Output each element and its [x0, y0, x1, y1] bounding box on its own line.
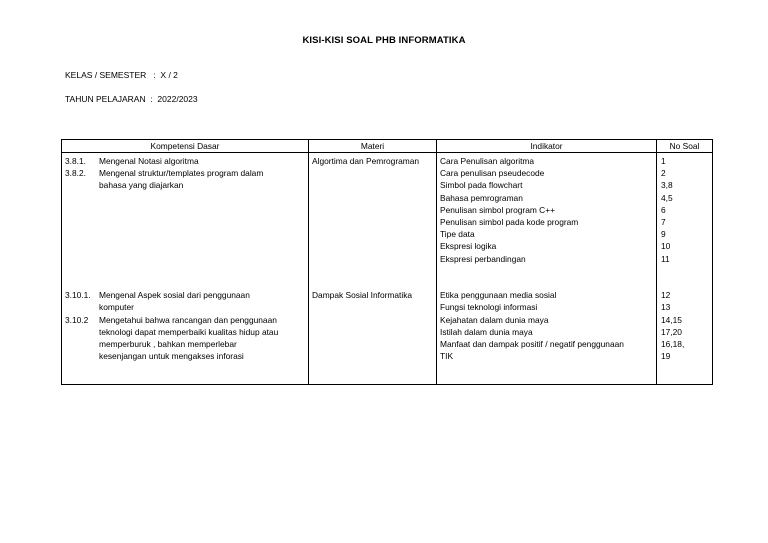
kd-item — [65, 155, 305, 167]
kompetensi-dasar-cell — [62, 153, 309, 385]
kd-text: Mengenal Aspek sosial dari penggunaan — [99, 290, 250, 301]
no-soal-item: 17,20 — [661, 326, 682, 337]
indikator-item: Istilah dalam dunia maya — [440, 326, 533, 337]
no-soal-item: 19 — [661, 351, 671, 362]
indikator-item: Cara Penulisan algoritma — [440, 156, 535, 166]
no-soal-item: 1 — [661, 156, 666, 166]
kd-item — [65, 289, 305, 313]
indikator-item: Kejahatan dalam dunia maya — [440, 314, 549, 325]
indikator-item: Bahasa pemrograman — [440, 192, 523, 203]
no-soal-item: 9 — [661, 229, 666, 240]
no-soal-item: 11 — [661, 253, 670, 264]
no-soal-item: 10 — [661, 241, 671, 252]
kd-text: Mengetahui bahwa rancangan dan penggunaan — [99, 314, 277, 325]
header-indikator: Indikator — [437, 140, 657, 153]
tahun-pelajaran-value: : 2022/2023 — [150, 94, 198, 104]
header-kompetensi-dasar: Kompetensi Dasar — [62, 140, 309, 153]
kd-text: bahasa yang diajarkan — [99, 180, 184, 191]
materi-text: Dampak Sosial Informatika — [312, 290, 413, 301]
no-soal-item: 6 — [661, 204, 666, 215]
indikator-item: Ekspresi perbandingan — [440, 253, 526, 264]
kd-number: 3.10.1. — [65, 290, 91, 301]
kd-text: kesenjangan untuk mengakses inforasi — [99, 351, 244, 362]
no-soal-cell — [657, 153, 713, 385]
indikator-item: Manfaat dan dampak positif / negatif penggunaan — [440, 339, 624, 350]
indikator-item: TIK — [440, 351, 454, 362]
kisi-kisi-table — [61, 139, 713, 385]
materi-text: Algortima dan Pemrograman — [312, 156, 420, 166]
document-title: KISI-KISI SOAL PHB INFORMATIKA — [302, 35, 466, 46]
no-soal-item: 7 — [661, 217, 666, 228]
kd-text: komputer — [99, 302, 134, 313]
no-soal-item: 3,8 — [661, 180, 673, 191]
no-soal-item: 2 — [661, 168, 666, 179]
no-soal-item: 13 — [661, 302, 671, 313]
no-soal-item: 12 — [661, 290, 671, 301]
indikator-item: Tipe data — [440, 229, 475, 240]
header-materi: Materi — [309, 140, 437, 153]
indikator-cell — [437, 153, 657, 385]
kd-text: Mengenal Notasi algoritma — [99, 156, 199, 166]
kelas-semester-value: : X / 2 — [153, 70, 178, 80]
kd-number: 3.8.2. — [65, 168, 86, 179]
no-soal-item: 14,15 — [661, 314, 682, 325]
indikator-item: Fungsi teknologi informasi — [440, 302, 538, 313]
kd-item — [65, 314, 305, 363]
kd-number: 3.10.2 — [65, 314, 89, 325]
materi-cell — [309, 153, 437, 385]
tahun-pelajaran-label: TAHUN PELAJARAN — [65, 94, 146, 104]
header-no-soal: No Soal — [657, 140, 713, 153]
kelas-semester-line — [65, 70, 178, 80]
indikator-item: Simbol pada flowchart — [440, 180, 523, 191]
indikator-item: Penulisan simbol program C++ — [440, 204, 555, 215]
kd-number: 3.8.1. — [65, 156, 86, 166]
indikator-item: Cara penulisan pseudecode — [440, 168, 545, 179]
indikator-item: Etika penggunaan media sosial — [440, 290, 557, 301]
no-soal-item: 4,5 — [661, 192, 673, 203]
kelas-semester-label: KELAS / SEMESTER — [65, 70, 147, 80]
indikator-item: Ekspresi logika — [440, 241, 497, 252]
kd-text: memperburuk , bahkan memperlebar — [99, 338, 237, 349]
indikator-item: Penulisan simbol pada kode program — [440, 217, 579, 228]
table-header-row — [62, 140, 713, 153]
kd-text: teknologi dapat memperbaiki kualitas hidup atau — [99, 326, 279, 337]
kd-text: Mengenal struktur/templates program dalam — [99, 168, 264, 179]
table-row — [62, 153, 713, 385]
kd-item — [65, 167, 305, 191]
no-soal-item: 16,18, — [661, 339, 685, 350]
tahun-pelajaran-line — [65, 94, 198, 104]
